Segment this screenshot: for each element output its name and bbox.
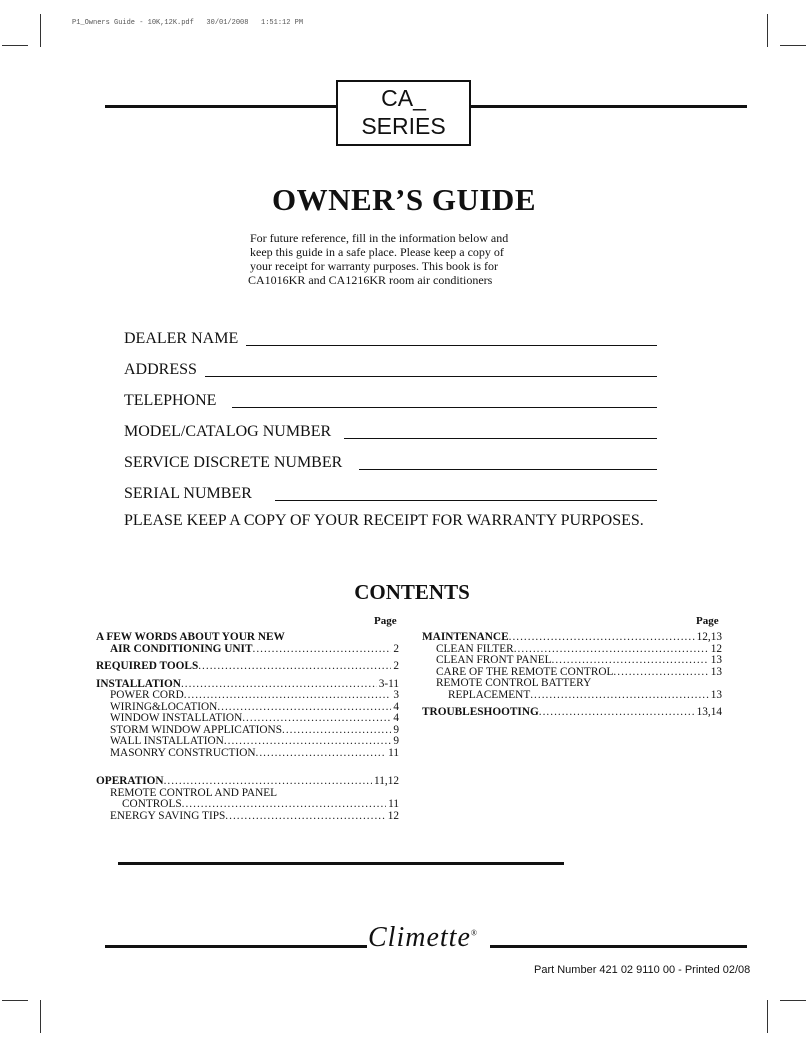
series-model: CA_	[381, 85, 426, 111]
toc-entry[interactable]: MASONRY CONSTRUCTION ..... 11	[96, 748, 399, 760]
dealer-name-field[interactable]	[124, 328, 658, 348]
serial-number-field[interactable]	[124, 483, 658, 503]
telephone-field[interactable]	[124, 390, 658, 410]
intro-line: CA1016KR and CA1216KR room air conditioners	[248, 273, 493, 287]
toc-entry[interactable]: CONTROLS ..... 11	[96, 799, 399, 811]
toc-entry[interactable]: A FEW WORDS ABOUT YOUR NEW	[96, 631, 285, 643]
field-label: ADDRESS	[124, 361, 197, 378]
page-column-label-left: Page	[374, 615, 397, 627]
fill-in-line[interactable]	[344, 438, 657, 439]
service-discrete-number-field[interactable]	[124, 452, 658, 472]
intro-paragraph	[250, 231, 576, 287]
series-label: SERIES	[361, 113, 446, 139]
crop-mark-top-left-h	[2, 45, 28, 46]
crop-mark-bottom-right	[767, 1000, 768, 1033]
print-header: P1_Owners Guide - 10K,12K.pdf 30/01/2008 1:51:12 PM	[72, 19, 304, 27]
crop-mark-top-right-h	[780, 45, 806, 46]
intro-line: your receipt for warranty purposes. This book is for	[250, 259, 499, 273]
fill-in-line[interactable]	[205, 376, 657, 377]
field-label: DEALER NAME	[124, 330, 239, 347]
toc-entry[interactable]: TROUBLESHOOTING ..... 13,14	[422, 707, 722, 719]
toc-entry[interactable]: WIRING&LOCATION ..... 4	[96, 702, 399, 714]
toc-entry[interactable]: POWER CORD ..... 3	[96, 690, 399, 702]
crop-mark-top-left	[40, 14, 41, 47]
toc-entry[interactable]: REMOTE CONTROL BATTERY	[436, 677, 592, 689]
page-column-label-right: Page	[696, 615, 719, 627]
field-label: SERIAL NUMBER	[124, 485, 252, 502]
fill-in-line[interactable]	[275, 500, 657, 501]
toc-entry[interactable]: CLEAN FRONT PANEL ..... 13	[422, 655, 722, 667]
toc-entry[interactable]: WINDOW INSTALLATION ..... 4	[96, 713, 399, 725]
toc-entry[interactable]: INSTALLATION ..... 3-11	[96, 679, 399, 691]
page-title: OWNER’S GUIDE	[271, 182, 536, 217]
toc-entry[interactable]: STORM WINDOW APPLICATIONS ..... 9	[96, 725, 399, 737]
footer-rule-left	[105, 945, 367, 948]
crop-mark-top-right	[767, 14, 768, 47]
intro-line: For future reference, fill in the information below and	[250, 231, 509, 245]
toc-entry[interactable]: OPERATION ..... 11,12	[96, 776, 399, 788]
warranty-note: PLEASE KEEP A COPY OF YOUR RECEIPT FOR WARRANTY PURPOSES.	[124, 512, 644, 529]
fill-in-line[interactable]	[246, 345, 657, 346]
section-rule	[118, 862, 564, 865]
toc-entry[interactable]: MAINTENANCE ..... 12,13	[422, 632, 722, 644]
field-label: TELEPHONE	[124, 392, 217, 409]
toc-entry[interactable]: AIR CONDITIONING UNIT ..... 2	[96, 644, 399, 656]
field-label: MODEL/CATALOG NUMBER	[124, 423, 332, 440]
toc-entry[interactable]: REQUIRED TOOLS ..... 2	[96, 661, 399, 673]
part-number: Part Number 421 02 9110 00 - Printed 02/08	[534, 964, 751, 976]
crop-mark-bottom-right-h	[780, 1000, 806, 1001]
toc-right	[422, 632, 722, 719]
fill-in-line[interactable]	[232, 407, 657, 408]
contents-title: CONTENTS	[354, 580, 470, 604]
crop-mark-bottom-left	[40, 1000, 41, 1033]
toc-entry[interactable]: CLEAN FILTER ..... 12	[422, 644, 722, 656]
toc-entry[interactable]: REMOTE CONTROL AND PANEL	[110, 786, 278, 799]
intro-line: keep this guide in a safe place. Please keep a copy of	[250, 245, 504, 259]
model-catalog-number-field[interactable]	[124, 421, 658, 441]
toc-entry[interactable]: WALL INSTALLATION ..... 9	[96, 736, 399, 748]
field-label: SERVICE DISCRETE NUMBER	[124, 454, 343, 471]
fill-in-line[interactable]	[359, 469, 657, 470]
toc-entry[interactable]: REPLACEMENT ..... 13	[422, 690, 722, 702]
toc-entry[interactable]: CARE OF THE REMOTE CONTROL ..... 13	[422, 667, 722, 679]
series-box	[336, 80, 471, 146]
brand-logo: Climette®	[368, 922, 478, 953]
toc-entry[interactable]: ENERGY SAVING TIPS ..... 12	[96, 811, 399, 823]
address-field[interactable]	[124, 359, 658, 379]
crop-mark-bottom-left-h	[2, 1000, 28, 1001]
toc-left	[96, 632, 399, 822]
footer-rule-right	[490, 945, 747, 948]
